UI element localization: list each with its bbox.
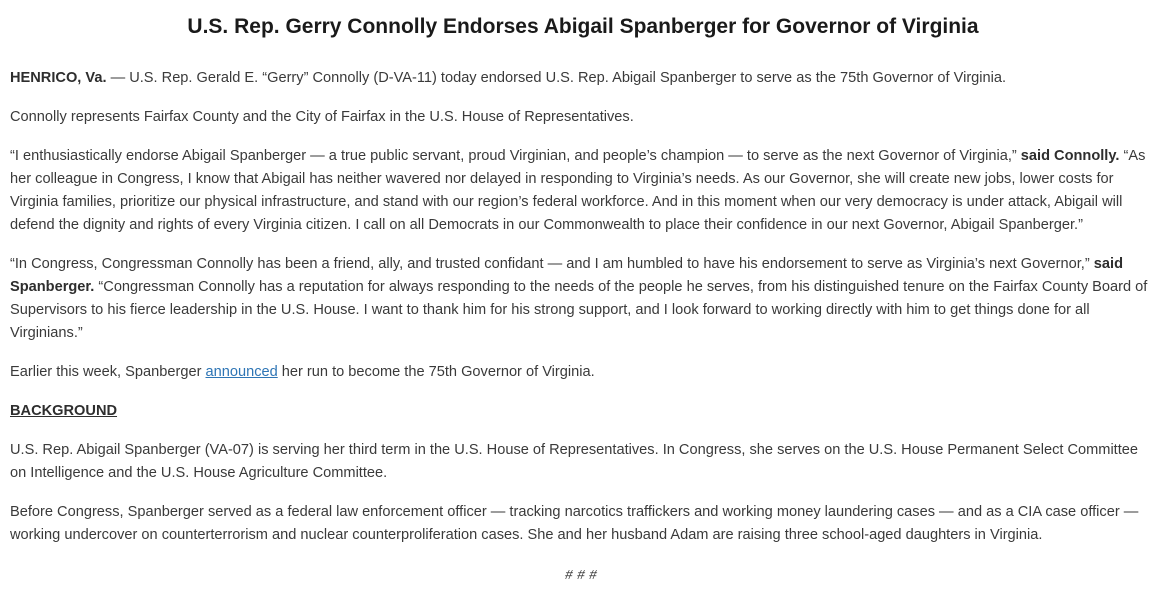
end-marker: ###	[564, 569, 602, 584]
spanberger-attribution: said Spanberger.	[10, 256, 1123, 295]
connolly-quote-text-1: “I enthusiastically endorse Abigail Spanberger — a true public servant, proud Virginian, and people’s champion — to serve as the next Governor of Virginia,”	[10, 148, 1021, 164]
paragraph-representation: Connolly represents Fairfax County and the City of Fairfax in the U.S. House of Representatives.	[10, 109, 634, 125]
dateline-text: — U.S. Rep. Gerald E. “Gerry” Connolly (D-VA-11) today endorsed U.S. Rep. Abigail Spanberger to serve as the 75th Governor of Virginia.	[106, 70, 1007, 86]
paragraph-spanberger-bio-career: Before Congress, Spanberger served as a federal law enforcement officer — tracking narcotics traffickers and working money laundering cases — and as a CIA case officer — working undercover on counterterrorism and nuclear counterproliferation cases. She and her husband Adam are raising three school-aged daughters in Virginia.	[10, 504, 1139, 543]
paragraph-announcement	[10, 361, 1156, 384]
paragraph-connolly-quote	[10, 145, 1156, 237]
announcement-text-1: Earlier this week, Spanberger	[10, 364, 206, 380]
announcement-text-2: her run to become the 75th Governor of Virginia.	[277, 364, 595, 380]
page-title: U.S. Rep. Gerry Connolly Endorses Abigail Spanberger for Governor of Virginia	[187, 15, 979, 38]
connolly-quote-text-2: “As her colleague in Congress, I know that Abigail has neither wavered nor delayed in responding to Virginia’s needs. As our Governor, she will create new jobs, lower costs for Virginia families, prioritize our physical infrastructure, and stand with our region’s federal workforce. And in this moment when our very democracy is under attack, Abigail will defend the dignity and rights of every Virginia citizen. I call on all Democrats in our Commonwealth to place their confidence in our next Governor, Abigail Spanberger.”	[10, 148, 1146, 233]
press-release-document	[0, 13, 1166, 604]
spanberger-quote-text-1: “In Congress, Congressman Connolly has been a friend, ally, and trusted confidant — and I am humbled to have his endorsement to serve as Virginia’s next Governor,”	[10, 256, 1094, 272]
background-heading: BACKGROUND	[10, 403, 118, 419]
paragraph-spanberger-bio-congress: U.S. Rep. Abigail Spanberger (VA-07) is serving her third term in the U.S. House of Representatives. In Congress, she serves on the U.S. House Permanent Select Committee on Intelligence and the U.S. House Agriculture Committee.	[10, 442, 1139, 481]
paragraph-dateline	[10, 67, 1156, 90]
connolly-attribution: said Connolly.	[1020, 148, 1120, 164]
paragraph-spanberger-quote	[10, 253, 1156, 345]
announced-link[interactable]: announced	[205, 364, 278, 380]
spanberger-quote-text-2: “Congressman Connolly has a reputation for always responding to the needs of the people he serves, from his distinguished tenure on the Fairfax County Board of Supervisors to his fierce leadership in the U.S. House. I want to thank him for his strong support, and I look forward to working directly with him to get things done for all Virginians.”	[10, 279, 1148, 341]
dateline-location: HENRICO, Va.	[10, 70, 107, 86]
